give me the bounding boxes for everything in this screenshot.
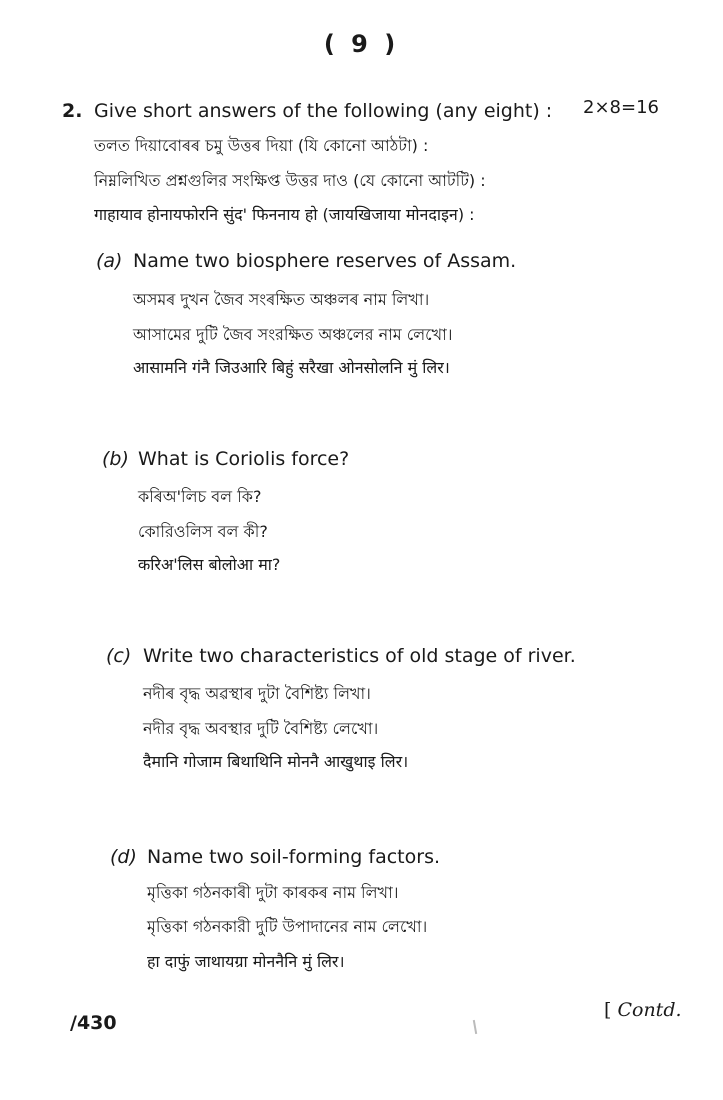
sub-question-text-c: Write two characteristics of old stage of river. (143, 645, 576, 667)
paper-code: /430 (70, 1012, 117, 1034)
continued-note (604, 999, 682, 1021)
translation-bodo-d: हा दाफुं जाथायग्रा मोननैनि मुं लिर। (147, 952, 345, 971)
instruction-assamese: তলত দিয়াবোৰৰ চমু উত্তৰ দিয়া (যি কোনো আঠটা) : (94, 136, 429, 155)
question-number: 2. (62, 100, 83, 122)
translation-assamese-d: মৃত্তিকা গঠনকাৰী দুটা কাৰকৰ নাম লিখা। (147, 883, 399, 902)
sub-question-text-d: Name two soil-forming factors. (147, 846, 441, 868)
translation-bodo-a: आसामनि गंनै जिउआरि बिहुं सरैखा ओनसोलनि मुं लिर। (133, 358, 450, 377)
continued-bracket: [ (604, 999, 612, 1021)
instruction-bengali: নিম্নলিখিত প্রশ্নগুলির সংক্ষিপ্ত উত্তর দাও (যে কোনো আটটি) : (94, 171, 486, 190)
translation-bengali-c: নদীর বৃদ্ধ অবস্থার দুটি বৈশিষ্ট্য লেখো। (143, 719, 379, 738)
translation-bengali-d: মৃত্তিকা গঠনকারী দুটি উপাদানের নাম লেখো। (147, 917, 428, 936)
marks-allocation: 2×8=16 (583, 97, 659, 118)
question-text: Give short answers of the following (any eight) : (94, 100, 553, 122)
sub-question-text-b: What is Coriolis force? (138, 448, 350, 470)
sub-question-label-d: (d) (110, 846, 137, 868)
stray-pen-mark (473, 1020, 477, 1034)
sub-question-label-b: (b) (102, 448, 129, 470)
translation-bengali-b: কোরিওলিস বল কী? (138, 522, 268, 541)
translation-assamese-b: কৰিঅ'লিচ বল কি? (138, 487, 262, 506)
instruction-bodo: गाहायाव होनायफोरनि सुंद' फिननाय हो (जायखिजाया मोनदाइन) : (94, 205, 475, 224)
page-number: ( 9 ) (323, 30, 400, 58)
translation-bodo-c: दैमानि गोजाम बिथाथिनि मोननै आखुथाइ लिर। (143, 752, 409, 771)
sub-question-label-c: (c) (106, 645, 132, 667)
sub-question-label-a: (a) (96, 250, 123, 272)
translation-assamese-c: নদীৰ বৃদ্ধ অৱস্থাৰ দুটা বৈশিষ্ট্য লিখা। (143, 684, 371, 703)
translation-bengali-a: আসামের দুটি জৈব সংরক্ষিত অঞ্চলের নাম লেখো। (133, 325, 453, 344)
translation-assamese-a: অসমৰ দুখন জৈব সংৰক্ষিত অঞ্চলৰ নাম লিখা। (133, 290, 430, 309)
continued-text: Contd. (617, 999, 682, 1021)
translation-bodo-b: करिअ'लिस बोलोआ मा? (138, 555, 281, 574)
sub-question-text-a: Name two biosphere reserves of Assam. (133, 250, 517, 272)
